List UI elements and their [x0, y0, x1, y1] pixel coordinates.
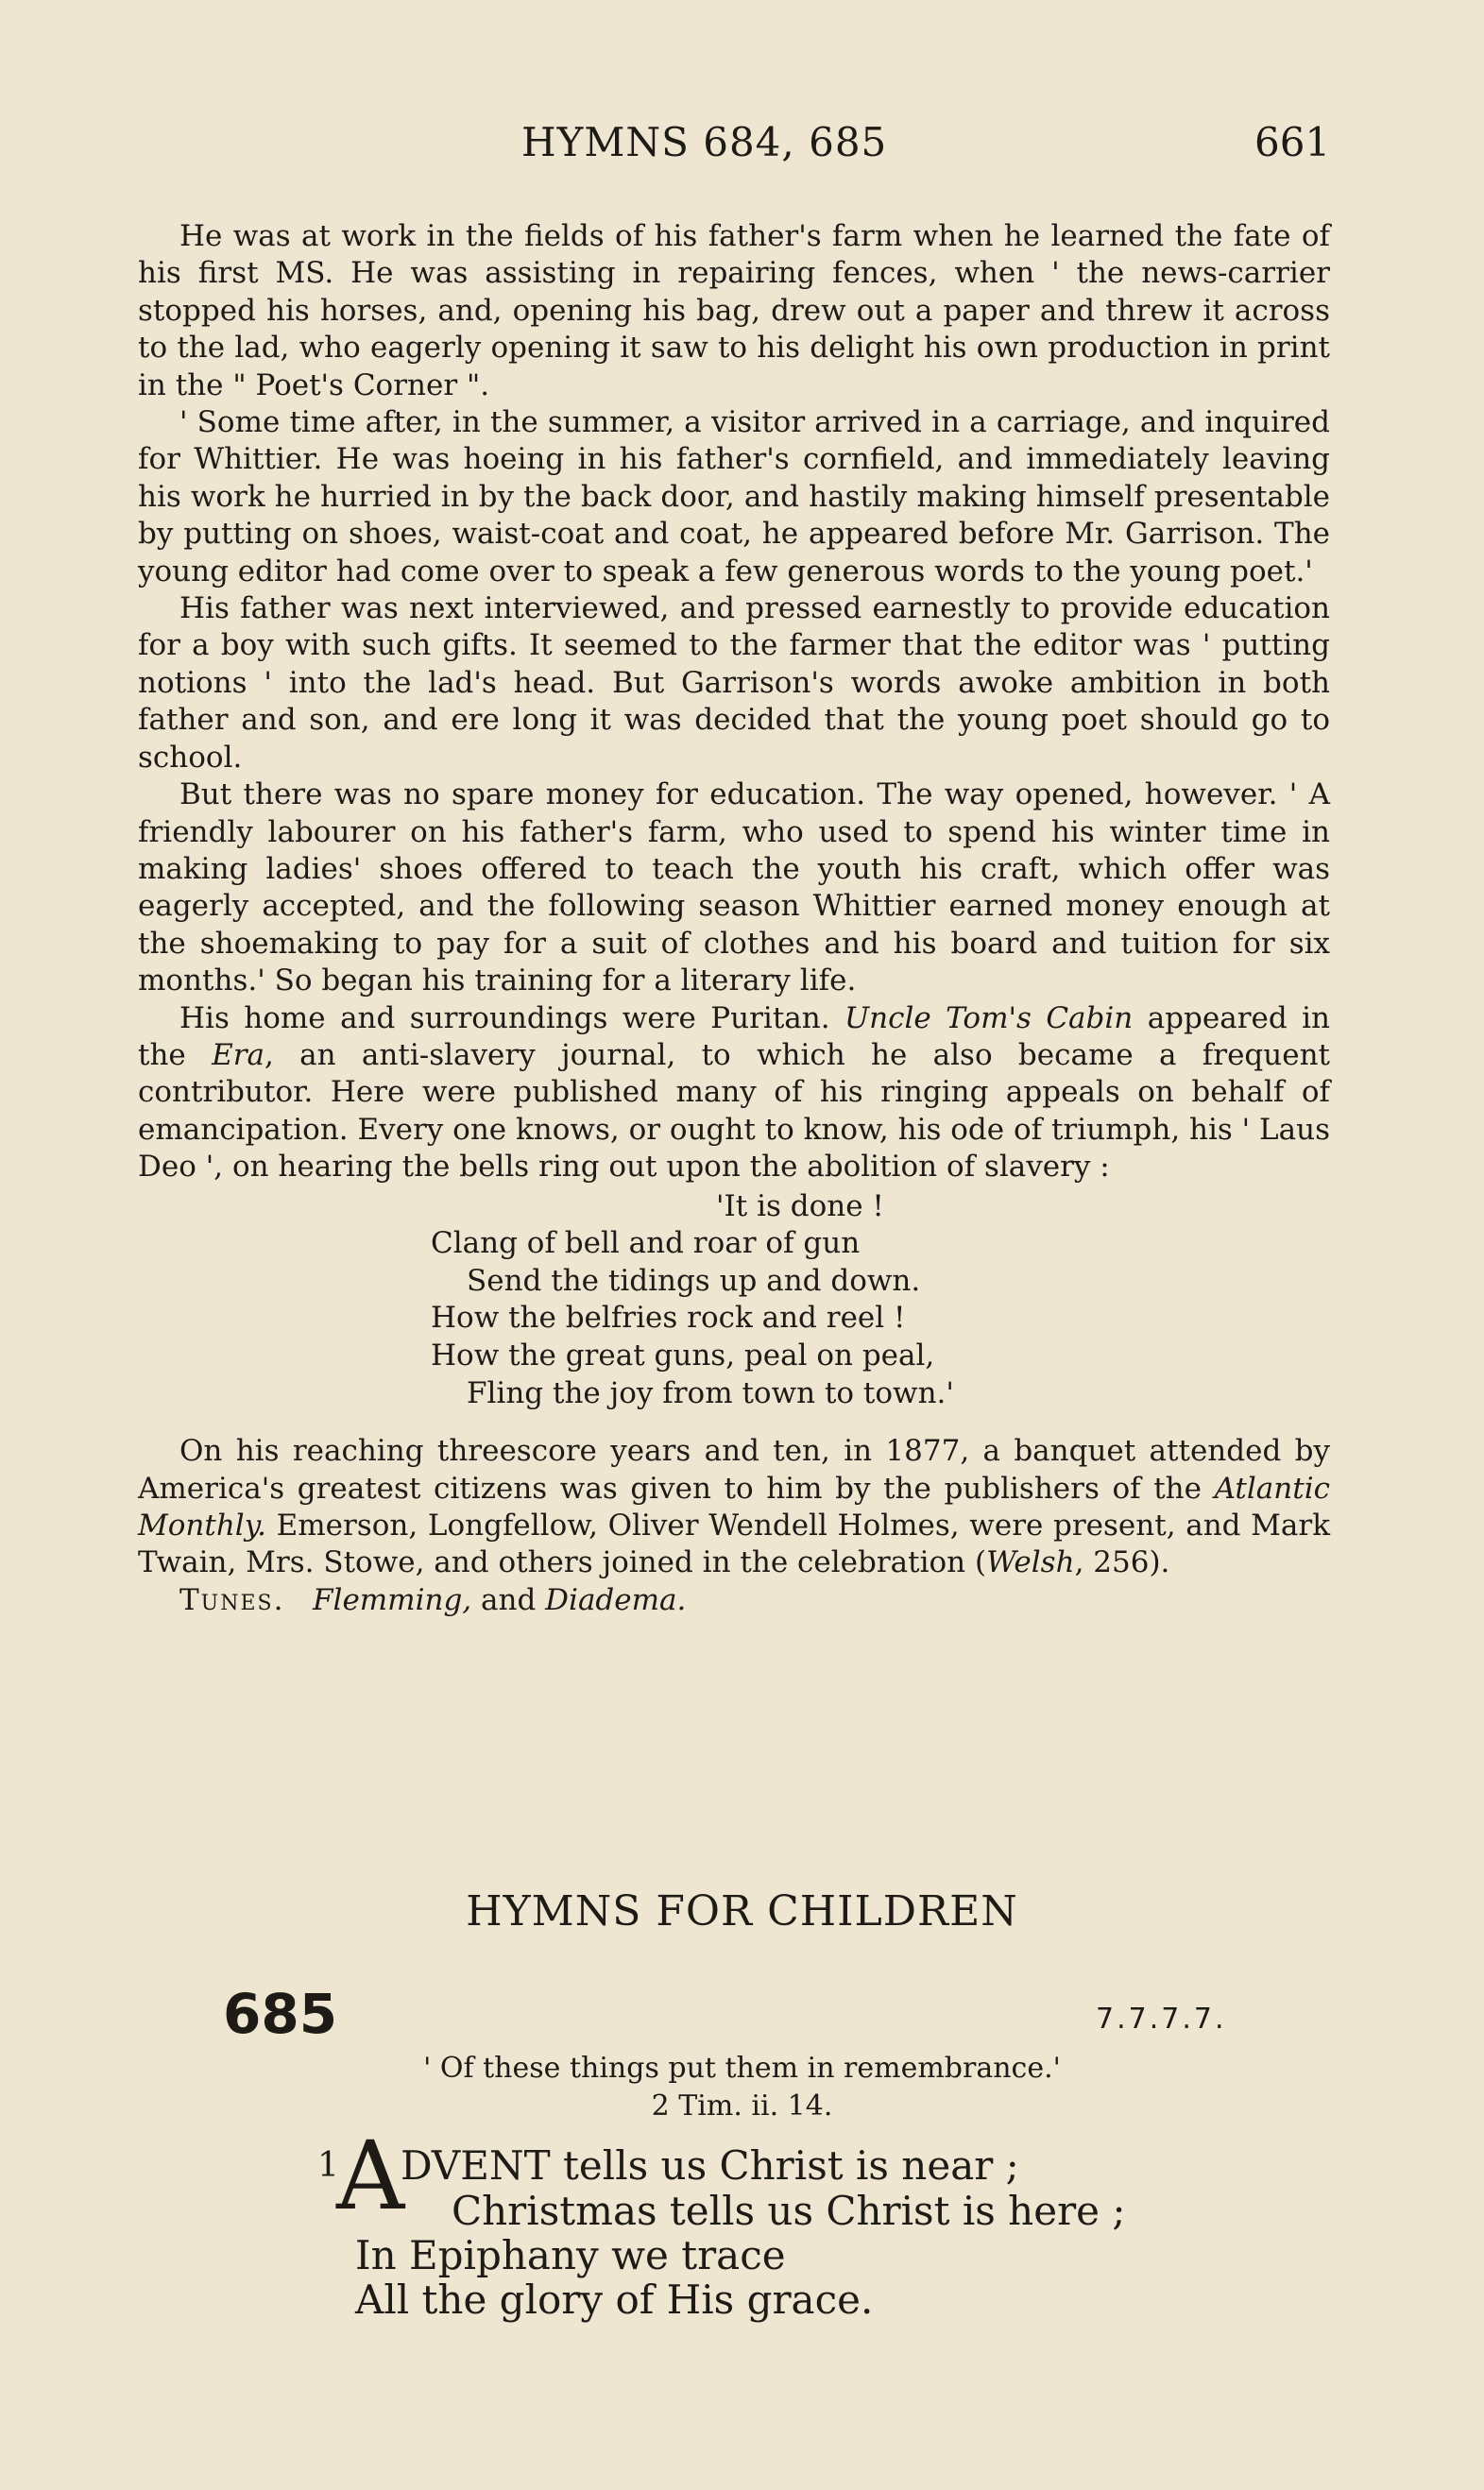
commentary-text [138, 218, 1330, 1619]
epigraph-quote: ' Of these things put them in remembrance.' [423, 2052, 1061, 2085]
quoted-poem [431, 1186, 1330, 1434]
tunes-line: Tunes. Flemming, and Diadema. [179, 1582, 687, 1617]
poem-line: How the belfries rock and reel ! [431, 1301, 906, 1336]
book-title: Uncle Tom's Cabin [844, 1000, 1134, 1035]
hymn-number: 685 [223, 1982, 338, 2046]
poem-line: Send the tidings up and down. [467, 1263, 921, 1298]
paragraph: His home and surroundings were Puritan. Uncle Tom's Cabin appeared in the Era, an anti-slavery journal, to which he also became a frequent contributor. Here were published many of his ringing appeals on behalf of emancipation. Every one knows, or ought to know, his ode of triumph, his ' Laus Deo ', on hearing the bells ring out upon the abolition of slavery : [138, 1000, 1331, 1185]
paragraph: He was at work in the fields of his father's farm when he learned the fate of his first MS. He was assisting in repairing fences, when ' the news-carrier stopped his horses, and, opening his bag, drew out a paper and threw it across to the lad, who eagerly opening it saw to his delight his own production in print in the " Poet's Corner ". [138, 219, 1330, 402]
journal-title: Era [212, 1037, 265, 1072]
poem-line: Clang of bell and roar of gun [431, 1226, 861, 1261]
tune-name: Flemming, [313, 1582, 472, 1617]
paragraph: His father was next interviewed, and pressed earnestly to provide education for a boy with such gifts. It seemed to the farmer that the editor was ' putting notions ' into the lad's head. But Garrison's words awoke ambition in both father and son, and ere long it was decided that the young poet should go to school. [138, 591, 1330, 775]
reference-title: Welsh [986, 1545, 1075, 1580]
verse-line: All the glory of His grace. [355, 2277, 874, 2323]
tune-name: Diadema. [545, 1582, 687, 1617]
poem-line: 'It is done ! [716, 1188, 884, 1223]
paragraph: ' Some time after, in the summer, a visitor arrived in a carriage, and inquired for Whittier. He was hoeing in his father's cornfield, and immediately leaving his work he hurried in by the back door, and hastily making himself presentable by putting on shoes, waist-coat and coat, he appeared before Mr. Garrison. The young editor had come over to speak a few generous words to the young poet.' [138, 405, 1330, 588]
magazine-title: Atlantic Monthly. [138, 1471, 1330, 1543]
epigraph [0, 2050, 1484, 2125]
section-heading: HYMNS FOR CHILDREN [466, 1887, 1018, 1936]
paragraph: But there was no spare money for education. The way opened, however. ' A friendly labourer on his father's farm, who used to spend his winter time in making ladies' shoes offered to teach the youth his craft, which offer was eagerly accepted, and the following season Whittier earned money enough at the shoemaking to pay for a suit of clothes and his board and tuition for six months.' So began his training for a literary life. [138, 777, 1330, 998]
poem-line: Fling the joy from town to town.' [467, 1375, 954, 1410]
verse-line: Christmas tells us Christ is here ; [452, 2188, 1126, 2234]
drop-cap: A [336, 2121, 405, 2231]
verse-line: DVENT tells us Christ is near ; [401, 2142, 1019, 2189]
page-number: 661 [1254, 119, 1331, 165]
verse-number: 1 [317, 2146, 339, 2185]
epigraph-reference: 2 Tim. ii. 14. [651, 2089, 833, 2123]
paragraph: On his reaching threescore years and ten, in 1877, a banquet attended by America's greatest citizens was given to him by the publishers of the Atlantic Monthly. Emerson, Longfellow, Oliver Wendell Holmes, were present, and Mark Twain, Mrs. Stowe, and others joined in the celebration (Welsh, 256). [138, 1434, 1330, 1580]
hymn-meter: 7.7.7.7. [1096, 2003, 1227, 2036]
verse-line: In Epiphany we trace [355, 2232, 786, 2278]
poem-line: How the great guns, peal on peal, [431, 1338, 935, 1373]
tunes-label: Tunes. [179, 1582, 285, 1617]
running-header: HYMNS 684, 685 [521, 119, 888, 165]
